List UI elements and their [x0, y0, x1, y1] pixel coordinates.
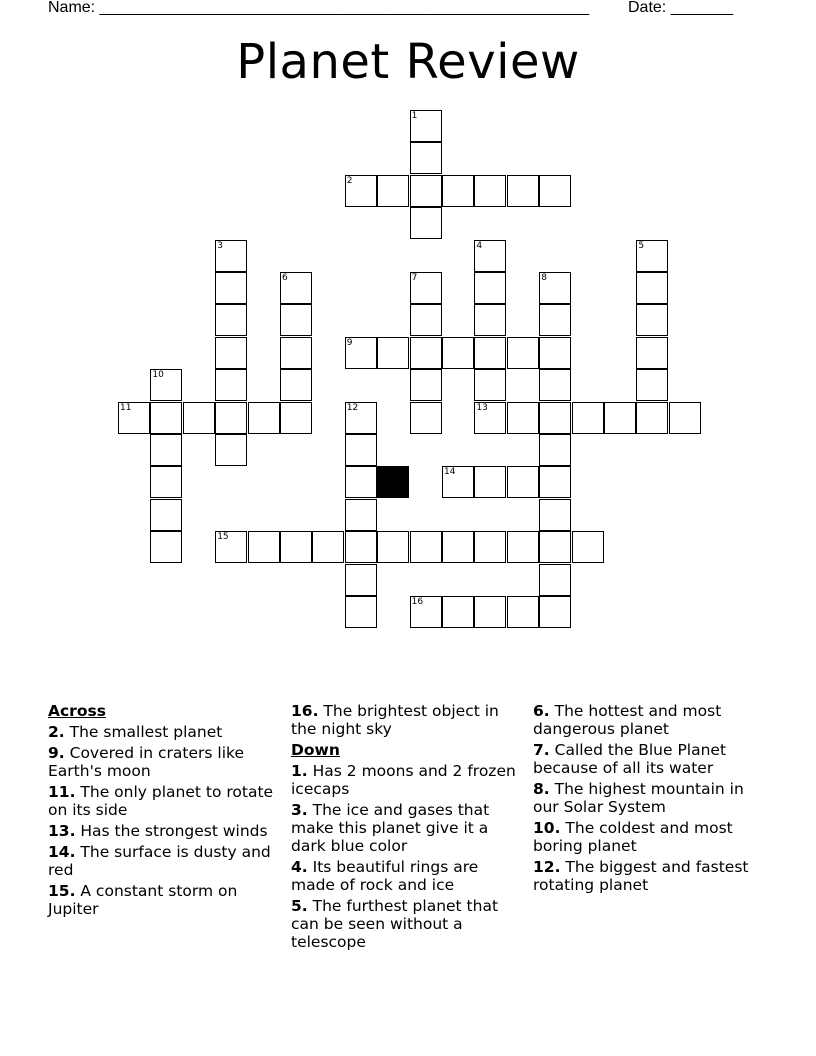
grid-cell[interactable] — [410, 110, 442, 142]
grid-cell[interactable] — [377, 531, 409, 563]
clue-down-8 — [533, 780, 763, 816]
grid-cell[interactable] — [636, 337, 668, 369]
grid-cell[interactable] — [150, 402, 182, 434]
clue-across-16 — [291, 702, 521, 738]
grid-cell[interactable] — [215, 531, 247, 563]
clue-number: 14. — [48, 843, 76, 861]
page-title: Planet Review — [236, 34, 580, 90]
grid-cell[interactable] — [410, 175, 442, 207]
cell-number: 4 — [476, 240, 483, 251]
cell-number: 7 — [411, 273, 418, 283]
grid-cell[interactable] — [636, 304, 668, 336]
grid-cell[interactable] — [118, 402, 150, 434]
grid-cell[interactable] — [248, 531, 280, 563]
clue-text: The biggest and fastest rotating planet — [533, 858, 749, 894]
clue-number: 6. — [533, 702, 550, 720]
grid-cell[interactable] — [215, 272, 247, 304]
grid-cell[interactable] — [345, 175, 377, 207]
grid-cell[interactable] — [507, 402, 539, 434]
grid-cell[interactable] — [636, 369, 668, 401]
cell-number: 1 — [411, 111, 418, 121]
clue-number: 15. — [48, 882, 76, 900]
grid-cell[interactable] — [507, 531, 539, 563]
grid-cell[interactable] — [248, 402, 280, 434]
clue-text: The ice and gases that make this planet give it a dark blue color — [291, 801, 490, 855]
grid-cell[interactable] — [410, 142, 442, 174]
grid-cell[interactable] — [636, 402, 668, 434]
clue-text: The furthest planet that can be seen without a telescope — [291, 897, 499, 951]
clue-text: Has the strongest winds — [80, 822, 268, 840]
grid-cell[interactable] — [280, 531, 312, 563]
grid-cell[interactable] — [345, 499, 377, 531]
clue-text: Called the Blue Planet because of all its water — [533, 741, 727, 777]
grid-cell[interactable] — [377, 337, 409, 369]
grid-cell[interactable] — [410, 531, 442, 563]
clue-down-5 — [291, 897, 521, 951]
grid-cell[interactable] — [410, 272, 442, 304]
grid-cell[interactable] — [539, 337, 571, 369]
grid-cell[interactable] — [410, 402, 442, 434]
clue-text: The only planet to rotate on its side — [48, 783, 274, 819]
grid-cell[interactable] — [474, 596, 506, 628]
grid-cell[interactable] — [150, 434, 182, 466]
grid-cell[interactable] — [572, 531, 604, 563]
clue-number: 12. — [533, 858, 561, 876]
grid-cell[interactable] — [377, 175, 409, 207]
clue-across-14 — [48, 843, 278, 879]
clue-number: 13. — [48, 822, 76, 840]
grid-cell[interactable] — [215, 402, 247, 434]
across-heading: Across — [48, 702, 106, 720]
clue-text: Has 2 moons and 2 frozen icecaps — [291, 762, 516, 798]
grid-cell[interactable] — [280, 304, 312, 336]
grid-cell[interactable] — [474, 304, 506, 336]
grid-cell[interactable] — [539, 434, 571, 466]
cell-number: 5 — [638, 240, 645, 251]
grid-cell[interactable] — [345, 531, 377, 563]
clue-across-13 — [48, 822, 278, 840]
cell-number: 13 — [476, 402, 488, 413]
cell-number: 10 — [152, 370, 164, 381]
grid-cell[interactable] — [539, 596, 571, 628]
clue-text: The highest mountain in our Solar System — [533, 780, 744, 816]
cell-number: 9 — [346, 337, 353, 348]
grid-cell[interactable] — [150, 369, 182, 401]
grid-cell[interactable] — [539, 402, 571, 434]
clue-number: 4. — [291, 858, 308, 876]
clue-down-7 — [533, 741, 763, 777]
clue-text: The coldest and most boring planet — [533, 819, 733, 855]
grid-cell[interactable] — [345, 596, 377, 628]
grid-cell[interactable] — [539, 304, 571, 336]
grid-cell[interactable] — [410, 304, 442, 336]
grid-cell[interactable] — [215, 369, 247, 401]
grid-cell[interactable] — [474, 337, 506, 369]
down-heading: Down — [291, 741, 340, 759]
clue-down-3 — [291, 801, 521, 855]
clue-text: Its beautiful rings are made of rock and ice — [291, 858, 479, 894]
grid-cell[interactable] — [507, 175, 539, 207]
clue-text: A constant storm on Jupiter — [48, 882, 238, 918]
grid-cell[interactable] — [345, 402, 377, 434]
clue-number: 8. — [533, 780, 550, 798]
grid-cell[interactable] — [636, 272, 668, 304]
grid-cell[interactable] — [215, 434, 247, 466]
clue-column-3 — [533, 702, 763, 897]
grid-cell[interactable] — [539, 564, 571, 596]
grid-cell[interactable] — [572, 402, 604, 434]
grid-cell[interactable] — [345, 434, 377, 466]
clue-text: The surface is dusty and red — [48, 843, 271, 879]
cell-number: 14 — [444, 467, 456, 478]
cell-number: 16 — [411, 597, 424, 607]
grid-cell[interactable] — [636, 240, 668, 272]
clue-number: 16. — [291, 702, 319, 720]
grid-cell[interactable] — [215, 304, 247, 336]
grid-cell[interactable] — [410, 207, 442, 239]
clue-number: 5. — [291, 897, 308, 915]
clue-column-2 — [291, 702, 521, 954]
grid-cell[interactable] — [604, 402, 636, 434]
grid-cell[interactable] — [442, 596, 474, 628]
name-field[interactable]: Name: _______________________________________________________ — [48, 0, 589, 16]
grid-cell[interactable] — [474, 272, 506, 304]
clue-text: The smallest planet — [69, 723, 223, 741]
cell-number: 11 — [120, 402, 132, 413]
grid-cell[interactable] — [442, 175, 474, 207]
grid-cell[interactable] — [215, 240, 247, 272]
grid-cell[interactable] — [474, 531, 506, 563]
clue-down-4 — [291, 858, 521, 894]
grid-cell[interactable] — [507, 466, 539, 498]
clue-text: The hottest and most dangerous planet — [533, 702, 722, 738]
clue-number: 9. — [48, 744, 65, 762]
grid-cell[interactable] — [345, 564, 377, 596]
cell-number: 3 — [217, 240, 223, 251]
grid-cell[interactable] — [312, 531, 344, 563]
grid-cell[interactable] — [539, 369, 571, 401]
grid-cell[interactable] — [539, 531, 571, 563]
clue-number: 10. — [533, 819, 561, 837]
clue-number: 2. — [48, 723, 65, 741]
grid-cell[interactable] — [410, 596, 442, 628]
clue-column-1 — [48, 702, 278, 921]
clue-text: The brightest object in the night sky — [291, 702, 499, 738]
clue-down-1 — [291, 762, 521, 798]
grid-cell[interactable] — [150, 466, 182, 498]
grid-cell[interactable] — [474, 402, 506, 434]
clue-across-9 — [48, 744, 278, 780]
grid-cell[interactable] — [507, 596, 539, 628]
date-field[interactable]: Date: _______ — [628, 0, 733, 16]
grid-cell[interactable] — [474, 466, 506, 498]
grid-cell[interactable] — [410, 337, 442, 369]
grid-cell[interactable] — [669, 402, 701, 434]
grid-cell[interactable] — [474, 369, 506, 401]
cell-number: 15 — [217, 532, 229, 543]
grid-cell[interactable] — [539, 466, 571, 498]
grid-cell[interactable] — [345, 466, 377, 498]
clue-number: 3. — [291, 801, 308, 819]
grid-cell[interactable] — [474, 240, 506, 272]
cell-number: 8 — [541, 273, 547, 283]
grid-cell[interactable] — [442, 337, 474, 369]
grid-cell[interactable] — [507, 337, 539, 369]
clue-across-15 — [48, 882, 278, 918]
cell-number: 12 — [346, 402, 359, 413]
grid-cell[interactable] — [474, 175, 506, 207]
clue-number: 11. — [48, 783, 76, 801]
grid-cell[interactable] — [150, 499, 182, 531]
grid-cell[interactable] — [410, 369, 442, 401]
grid-cell[interactable] — [442, 466, 474, 498]
grid-cell[interactable] — [345, 337, 377, 369]
blocked-cell — [377, 466, 409, 498]
grid-cell[interactable] — [215, 337, 247, 369]
clue-across-11 — [48, 783, 278, 819]
grid-cell[interactable] — [539, 272, 571, 304]
grid-cell[interactable] — [280, 369, 312, 401]
grid-cell[interactable] — [539, 175, 571, 207]
grid-cell[interactable] — [280, 337, 312, 369]
clue-down-10 — [533, 819, 763, 855]
grid-cell[interactable] — [280, 402, 312, 434]
clue-text: Covered in craters like Earth's moon — [48, 744, 244, 780]
grid-cell[interactable] — [280, 272, 312, 304]
clue-number: 1. — [291, 762, 308, 780]
grid-cell[interactable] — [150, 531, 182, 563]
clue-down-6 — [533, 702, 763, 738]
cell-number: 2 — [346, 175, 353, 186]
grid-cell[interactable] — [183, 402, 215, 434]
grid-cell[interactable] — [442, 531, 474, 563]
cell-number: 6 — [282, 273, 288, 283]
clue-across-2 — [48, 723, 278, 741]
clue-number: 7. — [533, 741, 550, 759]
clue-down-12 — [533, 858, 763, 894]
grid-cell[interactable] — [539, 499, 571, 531]
